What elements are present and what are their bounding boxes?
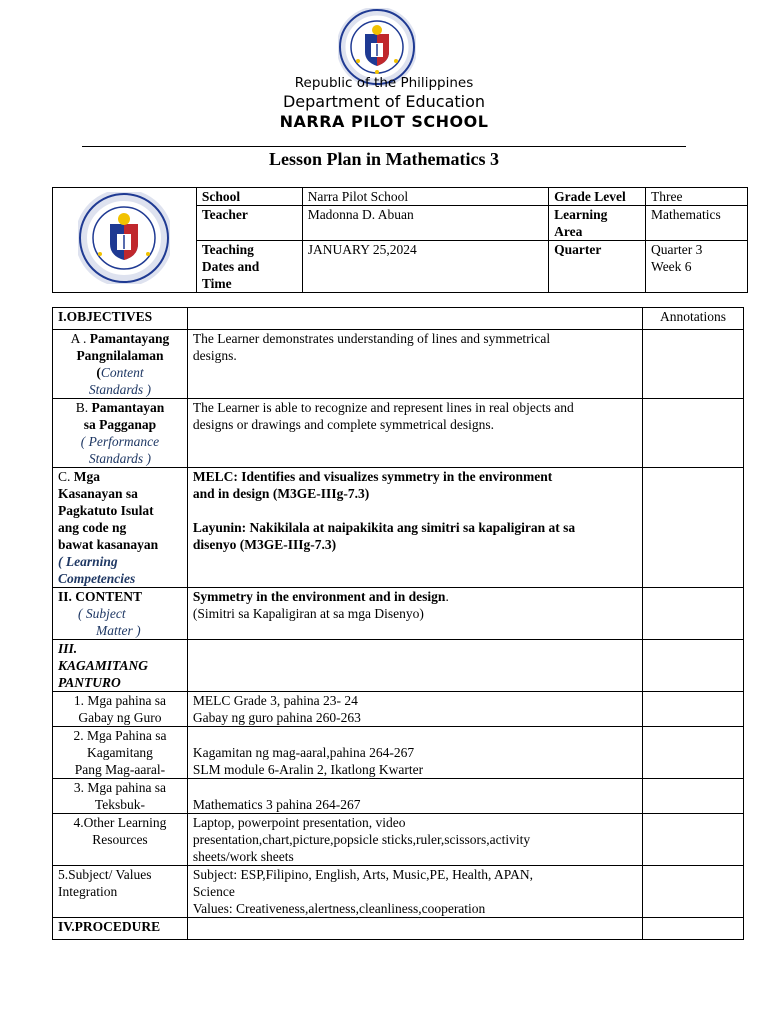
content-text	[187, 588, 642, 640]
annotation-cell	[643, 330, 744, 399]
info-table	[52, 187, 748, 293]
kag-line-2: KAGAMITANG	[58, 658, 149, 673]
a-bold-2: Pangnilalaman	[76, 348, 164, 363]
performance-standards-text	[187, 399, 642, 468]
r4-label-1: 4.Other Learning	[73, 815, 167, 830]
a-text-1: The Learner demonstrates understanding of lines and symmetrical	[192, 331, 551, 346]
teacher-value: Madonna D. Abuan	[302, 206, 548, 241]
layunin-line-1: Layunin: Nakikilala at naipakikita ang simitri sa kapaligiran at sa	[192, 520, 576, 535]
c-bold-4: ang code ng	[58, 520, 127, 535]
content-heading: II. CONTENT	[58, 589, 143, 604]
r1-text-2: Gabay ng guro pahina 260-263	[192, 710, 361, 725]
r5-label-1: 5.Subject/ Values	[58, 867, 152, 882]
learning-area-label-line2: Area	[554, 224, 583, 239]
b-bold-2: sa Pagganap	[83, 417, 157, 432]
learning-competencies-text	[187, 468, 642, 588]
learning-area-label-line1: Learning	[554, 207, 608, 222]
c-prefix: C.	[58, 469, 74, 484]
melc-line-1: MELC: Identifies and visualizes symmetry in the environment	[192, 469, 553, 484]
teaching-dates-value: JANUARY 25,2024	[302, 241, 548, 293]
kag-line-3: PANTURO	[58, 675, 121, 690]
r3-label-1: 3. Mga pahina sa	[73, 780, 167, 795]
kag-line-1: III.	[58, 641, 78, 656]
r2-text-1: Kagamitan ng mag-aaral,pahina 264-267	[192, 745, 415, 760]
b-text-1: The Learner is able to recognize and represent lines in real objects and	[192, 400, 574, 415]
c-bold-2: Kasanayan sa	[58, 486, 138, 501]
school-value: Narra Pilot School	[302, 188, 548, 206]
kagamitang-empty	[187, 640, 642, 692]
r5-text-3: Values: Creativeness,alertness,cleanliness,cooperation	[192, 901, 486, 916]
r2-label-2: Kagamitang	[86, 745, 153, 760]
r5-label-2: Integration	[58, 884, 118, 899]
teacher-label: Teacher	[196, 206, 302, 241]
layunin-line-2: disenyo (M3GE-IIIg-7.3)	[192, 537, 337, 552]
grade-level-value: Three	[646, 188, 748, 206]
r1-label-2: Gabay ng Guro	[78, 710, 162, 725]
annotation-cell	[643, 640, 744, 692]
r4-label-2: Resources	[92, 832, 148, 847]
melc-line-2: and in design (M3GE-IIIg-7.3)	[192, 486, 370, 501]
content-standards-text	[187, 330, 642, 399]
objectives-heading: I.OBJECTIVES	[53, 308, 188, 330]
r4-text-2: presentation,chart,picture,popsicle sticks,ruler,scissors,activity	[192, 832, 531, 847]
r2-label-1: 2. Mga Pahina sa	[73, 728, 167, 743]
c-bold-1: Mga	[73, 469, 101, 484]
objectives-empty	[187, 308, 642, 330]
a-prefix: A .	[70, 331, 90, 346]
kagamitang-mag-aaral-label	[53, 727, 188, 779]
grade-level-label: Grade Level	[549, 188, 646, 206]
a-italic-2: Standards )	[88, 382, 152, 397]
gabay-label	[53, 692, 188, 727]
annotation-cell	[643, 468, 744, 588]
annotation-cell	[643, 399, 744, 468]
values-integration-text	[187, 866, 642, 918]
annotation-cell	[643, 727, 744, 779]
content-italic-1: ( Subject	[78, 606, 126, 621]
school-label: School	[196, 188, 302, 206]
lesson-plan-table	[52, 307, 744, 940]
teaching-dates-label	[196, 241, 302, 293]
content-label	[53, 588, 188, 640]
quarter-label: Quarter	[549, 241, 646, 293]
teksbuk-text: Mathematics 3 pahina 264-267	[187, 779, 642, 814]
b-italic-2: Standards )	[88, 451, 152, 466]
kagawaran-logo-icon	[78, 192, 170, 284]
header-divider	[82, 146, 686, 147]
r3-label-2: Teksbuk-	[94, 797, 145, 812]
procedure-empty	[187, 918, 642, 940]
quarter-value	[646, 241, 748, 293]
c-bold-3: Pagkatuto Isulat	[58, 503, 154, 518]
dates-label-line1: Teaching	[201, 242, 254, 257]
c-italic-1: ( Learning	[58, 554, 118, 569]
content-subtext: (Simitri sa Kapaligiran at sa mga Disenyo)	[192, 606, 424, 621]
b-italic-1: ( Performance	[80, 434, 160, 449]
procedure-heading: IV.PROCEDURE	[53, 918, 188, 940]
r4-text-1: Laptop, powerpoint presentation, video	[192, 815, 406, 830]
c-bold-5: bawat kasanayan	[58, 537, 159, 552]
r5-text-2: Science	[192, 884, 235, 899]
page-title: Lesson Plan in Mathematics 3	[268, 149, 499, 169]
a-italic-1: Content	[100, 365, 144, 380]
b-text-2: designs or drawings and complete symmetrical designs.	[192, 417, 494, 432]
r1-text-1: MELC Grade 3, pahina 23- 24	[192, 693, 358, 708]
quarter-value-line1: Quarter 3	[651, 242, 703, 257]
annotation-cell	[643, 588, 744, 640]
school-name: NARRA PILOT SCHOOL	[279, 112, 489, 131]
r2-label-3: Pang Mag-aaral-	[74, 762, 166, 777]
gabay-text	[187, 692, 642, 727]
annotations-heading: Annotations	[643, 308, 744, 330]
republic-text: Republic of the Philippines	[294, 75, 474, 91]
learning-competencies-label	[53, 468, 188, 588]
r5-text-1: Subject: ESP,Filipino, English, Arts, Music,PE, Health, APAN,	[192, 867, 533, 882]
kagamitang-panturo-label	[53, 640, 188, 692]
annotation-cell	[643, 918, 744, 940]
learning-area-value: Mathematics	[646, 206, 748, 241]
kagamitang-mag-aaral-text	[187, 727, 642, 779]
b-prefix: B.	[75, 400, 92, 415]
content-standards-label	[53, 330, 188, 399]
r2-text-2: SLM module 6-Aralin 2, Ikatlong Kwarter	[192, 762, 424, 777]
annotation-cell	[643, 866, 744, 918]
content-period: .	[445, 589, 449, 604]
annotation-cell	[643, 814, 744, 866]
dates-label-line2: Dates and	[201, 259, 260, 274]
a-paren: (	[96, 365, 101, 380]
r1-label-1: 1. Mga pahina sa	[73, 693, 167, 708]
content-italic-2: Matter )	[96, 623, 141, 638]
other-resources-label	[53, 814, 188, 866]
a-bold-1: Pamantayang	[89, 331, 170, 346]
performance-standards-label	[53, 399, 188, 468]
quarter-value-line2: Week 6	[651, 259, 692, 274]
kagawaran-logo	[53, 188, 197, 293]
b-bold-1: Pamantayan	[91, 400, 165, 415]
dates-label-line3: Time	[201, 276, 232, 291]
content-bold: Symmetry in the environment and in design	[192, 589, 446, 604]
department-text: Department of Education	[282, 92, 486, 111]
learning-area-label	[549, 206, 646, 241]
other-resources-text	[187, 814, 642, 866]
a-text-2: designs.	[192, 348, 237, 363]
r4-text-3: sheets/work sheets	[192, 849, 294, 864]
c-italic-2: Competencies	[58, 571, 136, 586]
values-integration-label	[53, 866, 188, 918]
teksbuk-label	[53, 779, 188, 814]
annotation-cell	[643, 779, 744, 814]
annotation-cell	[643, 692, 744, 727]
